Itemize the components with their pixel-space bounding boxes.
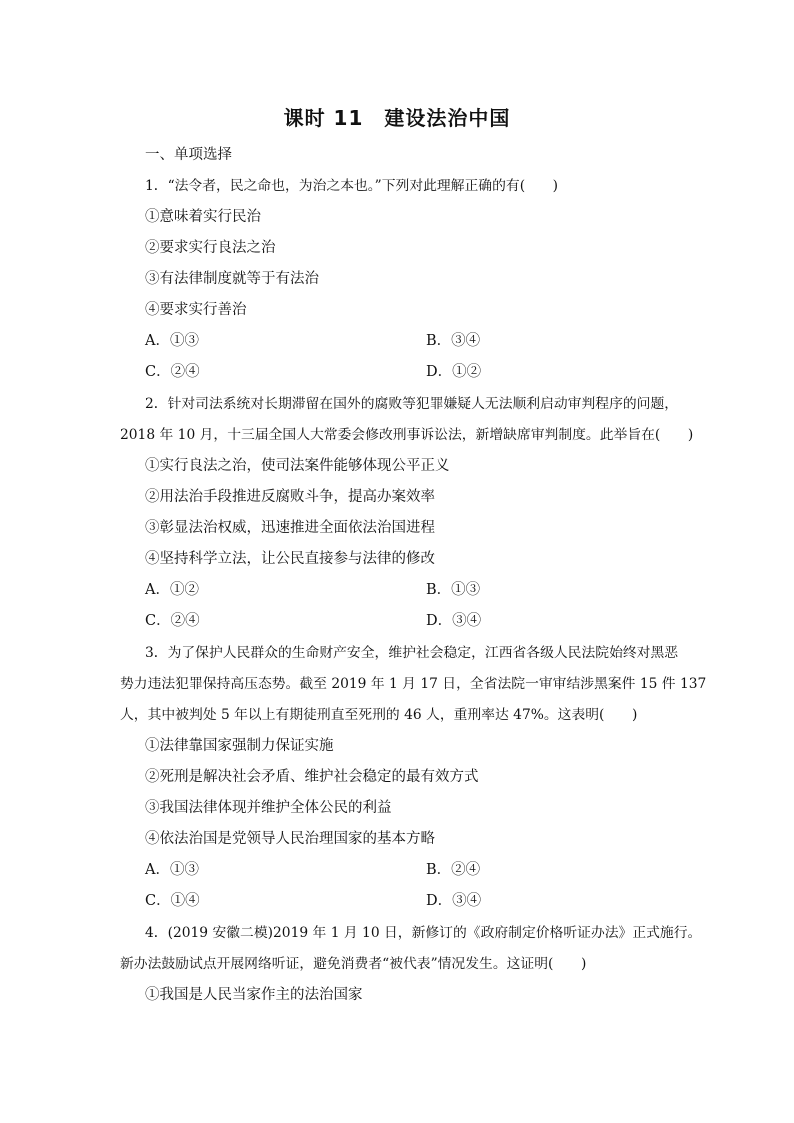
question-3-option-c: C．①④ [145, 893, 200, 909]
question-1-option-c: C．②④ [145, 364, 200, 380]
question-1-statement-2: ②要求实行良法之治 [145, 240, 276, 256]
question-1-option-d: D．①② [426, 364, 482, 380]
question-3-stem-line-2: 势力违法犯罪保持高压态势。截至 2019 年 1 月 17 日，全省法院一审审结涉黑案件 15 件 137 [120, 676, 707, 692]
question-2-option-b: B．①③ [426, 582, 481, 598]
page-title: 课时 11 建设法治中国 [283, 106, 511, 130]
question-3-statement-3: ③我国法律体现并维护全体公民的利益 [145, 800, 392, 816]
question-3-option-a: A．①③ [145, 862, 199, 878]
question-3-stem-line-1: 3．为了保护人民群众的生命财产安全，维护社会稳定，江西省各级人民法院始终对黑恶 [145, 645, 679, 661]
question-1-statement-3: ③有法律制度就等于有法治 [145, 271, 319, 287]
question-3-option-b: B．②④ [426, 862, 481, 878]
section-heading: 一、单项选择 [145, 147, 232, 163]
question-3-statement-1: ①法律靠国家强制力保证实施 [145, 738, 334, 754]
question-2-option-c: C．②④ [145, 613, 200, 629]
question-2-stem-line-2: 2018 年 10 月，十三届全国人大常委会修改刑事诉讼法，新增缺席审判制度。此举旨在( ) [120, 427, 694, 443]
question-2-statement-1: ①实行良法之治，使司法案件能够体现公平正义 [145, 458, 450, 474]
question-1-option-a: A．①③ [145, 333, 199, 349]
question-3-stem-line-3: 人，其中被判处 5 年以上有期徒刑直至死刑的 46 人，重刑率达 47%。这表明( ) [120, 707, 638, 723]
question-2-option-d: D．③④ [426, 613, 482, 629]
question-3-statement-2: ②死刑是解决社会矛盾、维护社会稳定的最有效方式 [145, 769, 479, 785]
question-4-statement-1: ①我国是人民当家作主的法治国家 [145, 987, 363, 1003]
question-2-statement-4: ④坚持科学立法，让公民直接参与法律的修改 [145, 551, 435, 567]
question-1-statement-4: ④要求实行善治 [145, 302, 247, 318]
question-1-option-b: B．③④ [426, 333, 481, 349]
question-3-statement-4: ④依法治国是党领导人民治理国家的基本方略 [145, 831, 435, 847]
question-2-statement-3: ③彰显法治权威，迅速推进全面依法治国进程 [145, 520, 435, 536]
question-1-statement-1: ①意味着实行民治 [145, 209, 261, 225]
question-3-option-d: D．③④ [426, 893, 482, 909]
question-2-statement-2: ②用法治手段推进反腐败斗争，提高办案效率 [145, 489, 435, 505]
question-1-stem: 1．“法令者，民之命也，为治之本也。”下列对此理解正确的有( ) [145, 178, 559, 194]
question-2-stem-line-1: 2．针对司法系统对长期滞留在国外的腐败等犯罪嫌疑人无法顺利启动审判程序的问题， [145, 396, 679, 412]
question-2-option-a: A．①② [145, 582, 199, 598]
question-4-stem-line-1: 4．(2019 安徽二模)2019 年 1 月 10 日，新修订的《政府制定价格听证办法》正式施行。 [145, 925, 702, 941]
question-4-stem-line-2: 新办法鼓励试点开展网络听证，避免消费者“被代表”情况发生。这证明( ) [120, 956, 587, 972]
